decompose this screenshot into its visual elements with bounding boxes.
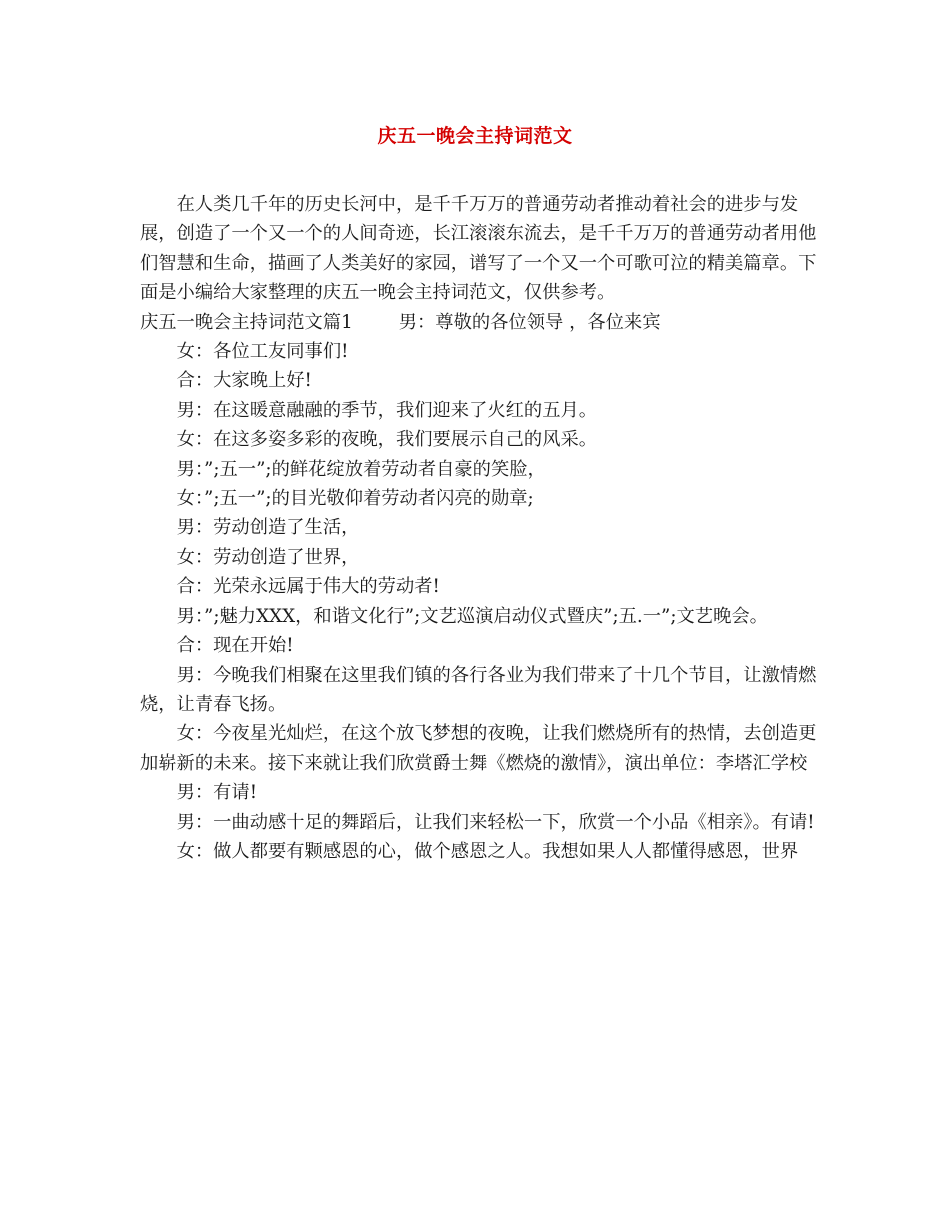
dialogue-line: 女：”;五一”;的目光敬仰着劳动者闪亮的勋章;: [176, 488, 534, 510]
intro-paragraph: 在人类几千年的历史长河中，是千千万万的普通劳动者推动着社会的进步与发展，创造了一个又一个的人间奇迹，长江滚滚东流去，是千千万万的普通劳动者用他们智慧和生命，描画了人类美好的家园，谱写了一个又一个可歌可泣的精美篇章。下面是小编给大家整理的庆五一晚会主持词范文，仅供参考。: [140, 194, 817, 304]
section-heading-line: [140, 308, 820, 337]
dialogue-line: 男：有请!: [176, 782, 258, 804]
dialogue-line: 男：劳动创造了生活，: [176, 517, 360, 539]
dialogue-line: 女：今夜星光灿烂，在这个放飞梦想的夜晚，让我们燃烧所有的热情，去创造更加崭新的未来。接下来就让我们欣赏爵士舞《燃烧的激情》，演出单位：李塔汇学校: [140, 723, 817, 774]
dialogue-line: 男：”;五一”;的鲜花绽放着劳动者自豪的笑脸，: [176, 458, 546, 480]
dialogue-line: 男：在这暖意融融的季节，我们迎来了火红的五月。: [176, 399, 598, 421]
section-heading: 庆五一晚会主持词范文篇1: [140, 311, 353, 333]
dialogue-line: 女：做人都要有颗感恩的心，做个感恩之人。我想如果人人都懂得感恩，世界: [176, 840, 799, 862]
dialogue-line: 男：一曲动感十足的舞蹈后，让我们来轻松一下，欣赏一个小品《相亲》。有请!: [176, 811, 815, 833]
document-body: [140, 190, 820, 866]
dialogue-line: 合：大家晚上好!: [176, 370, 312, 392]
dialogue-line: 合：现在开始!: [176, 635, 294, 657]
dialogue-line: 男：今晚我们相聚在这里我们镇的各行各业为我们带来了十几个节目，让激情燃烧，让青春飞扬。: [140, 664, 817, 715]
section-first-line: 男：尊敬的各位领导 ，各位来宾: [398, 311, 661, 333]
document-title: 庆五一晚会主持词范文: [377, 125, 573, 147]
dialogue-line: 男：”;魅力XXX，和谐文化行”;文艺巡演启动仪式暨庆”;五.一”;文艺晚会。: [176, 605, 768, 627]
dialogue-line: 女：各位工友同事们!: [176, 341, 349, 363]
dialogue-line: 合：光荣永远属于伟大的劳动者!: [176, 576, 440, 598]
dialogue-line: 女：在这多姿多彩的夜晚，我们要展示自己的风采。: [176, 429, 598, 451]
dialogue-line: 女：劳动创造了世界，: [176, 546, 360, 568]
